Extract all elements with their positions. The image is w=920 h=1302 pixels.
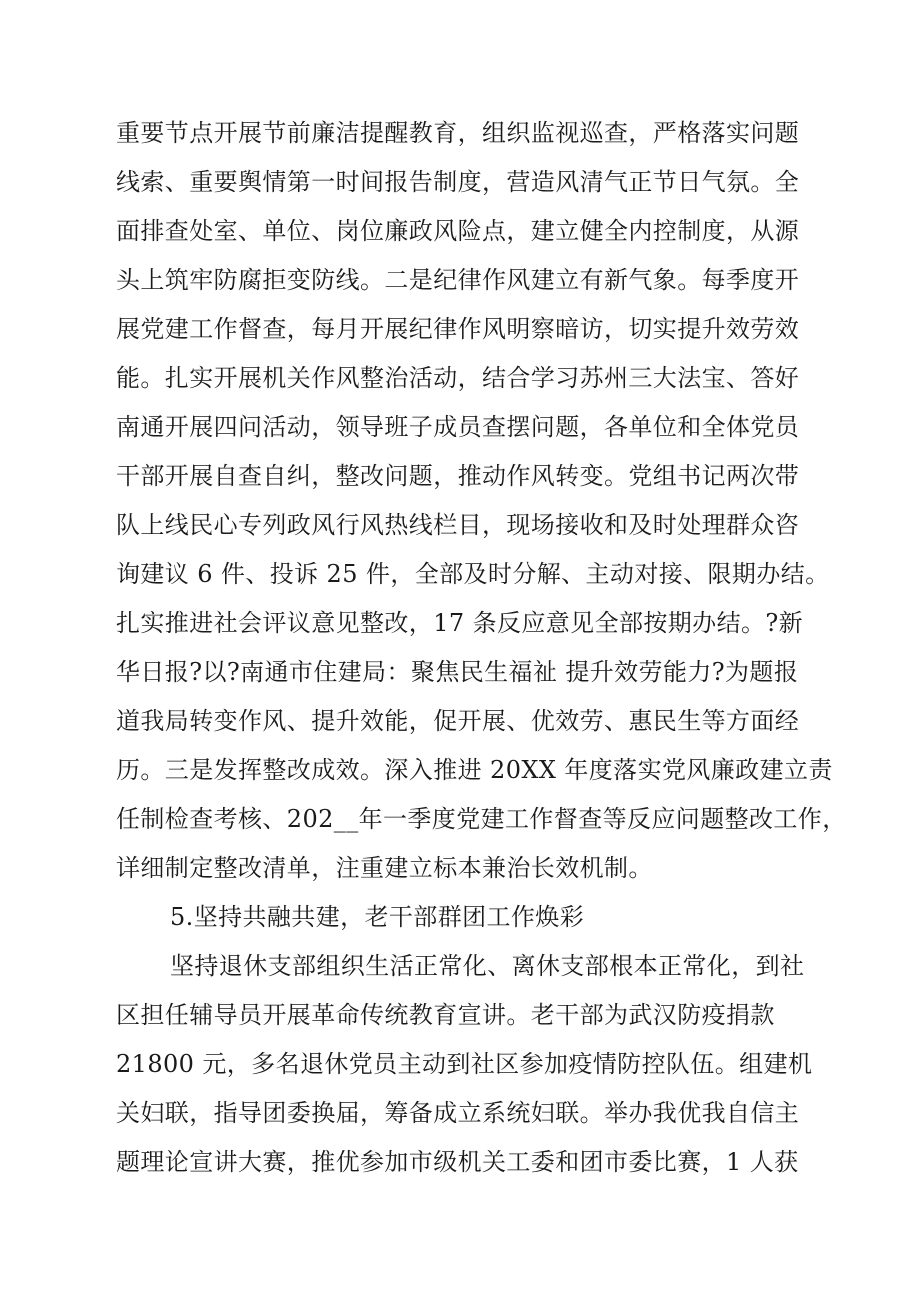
text-line: 历。三是发挥整改成效。深入推进 20XX 年度落实党风廉政建立责 — [116, 756, 833, 784]
text-line: 南通开展四问活动，领导班子成员查摆问题，各单位和全体党员 — [116, 413, 800, 441]
text-line: 队上线民心专列政风行风热线栏目，现场接收和及时处理群众咨 — [116, 511, 800, 539]
text-line: 头上筑牢防腐拒变防线。二是纪律作风建立有新气象。每季度开 — [116, 266, 800, 294]
text-line: 干部开展自查自纠，整改问题，推动作风转变。党组书记两次带 — [116, 462, 800, 490]
text-line: 21800 元，多名退休党员主动到社区参加疫情防控队伍。组建机 — [116, 1050, 813, 1078]
text-line: 询建议 6 件、投诉 25 件，全部及时分解、主动对接、限期办结。 — [116, 560, 830, 588]
text-line: 面排查处室、单位、岗位廉政风险点，建立健全内控制度，从源 — [116, 217, 800, 245]
text-line: 区担任辅导员开展革命传统教育宣讲。老干部为武汉防疫捐款 — [116, 1001, 775, 1029]
text-line: 详细制定整改清单，注重建立标本兼治长效机制。 — [116, 854, 653, 882]
text-line: 展党建工作督查，每月开展纪律作风明察暗访，切实提升效劳效 — [116, 315, 800, 343]
text-line: 重要节点开展节前廉洁提醒教育，组织监视巡查，严格落实问题 — [116, 119, 800, 147]
text-line: 题理论宣讲大赛，推优参加市级机关工委和团市委比赛，1 人获 — [116, 1148, 799, 1176]
text-line: 关妇联，指导团委换届，筹备成立系统妇联。举办我优我自信主 — [116, 1099, 800, 1127]
text-line: 道我局转变作风、提升效能，促开展、优效劳、惠民生等方面经 — [116, 707, 800, 735]
text-line: 线索、重要舆情第一时间报告制度，营造风清气正节日气氛。全 — [116, 168, 800, 196]
text-line: 任制检查考核、202__年一季度党建工作督查等反应问题整改工作， — [116, 805, 847, 833]
section-heading: 5.坚持共融共建，老干部群团工作焕彩 — [170, 903, 585, 931]
text-line: 能。扎实开展机关作风整治活动，结合学习苏州三大法宝、答好 — [116, 364, 800, 392]
text-line: 华日报?以?南通市住建局：聚焦民生福祉 提升效劳能力?为题报 — [116, 658, 799, 686]
text-line: 坚持退休支部组织生活正常化、离休支部根本正常化，到社 — [170, 952, 805, 980]
text-line: 扎实推进社会评议意见整改，17 条反应意见全部按期办结。?新 — [116, 609, 804, 637]
